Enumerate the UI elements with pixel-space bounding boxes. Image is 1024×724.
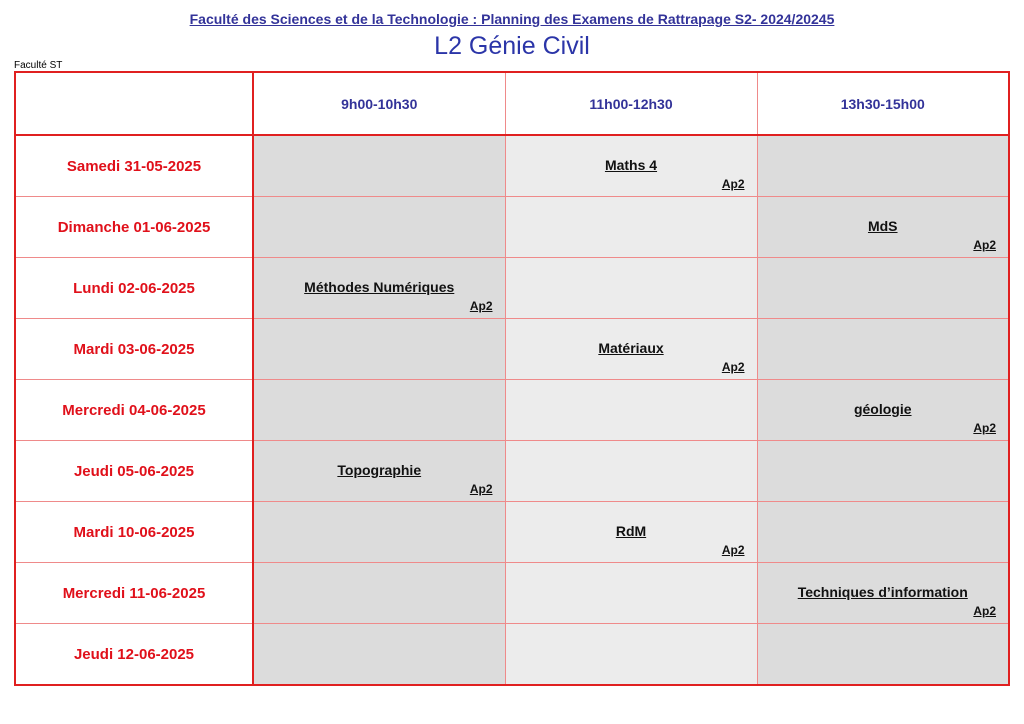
exam-schedule-table xyxy=(14,71,1010,686)
day-cell: Jeudi 05-06-2025 xyxy=(15,441,253,502)
exam-room: Ap2 xyxy=(973,421,996,435)
exam-slot-cell xyxy=(757,319,1009,380)
table-row xyxy=(15,197,1009,258)
table-row xyxy=(15,258,1009,319)
day-cell: Dimanche 01-06-2025 xyxy=(15,197,253,258)
exam-slot-cell xyxy=(505,135,757,197)
exam-slot-cell xyxy=(505,441,757,502)
time-slot-header: 13h30-15h00 xyxy=(757,72,1009,135)
table-row xyxy=(15,319,1009,380)
table-row xyxy=(15,441,1009,502)
time-slot-header: 9h00-10h30 xyxy=(253,72,505,135)
exam-slot-cell xyxy=(253,319,505,380)
page-subtitle: L2 Génie Civil xyxy=(434,32,590,60)
exam-subject: Matériaux xyxy=(598,340,664,356)
corner-cell xyxy=(15,72,253,135)
exam-slot-cell xyxy=(757,502,1009,563)
table-row xyxy=(15,135,1009,197)
exam-slot-cell xyxy=(505,563,757,624)
exam-slot-cell xyxy=(253,624,505,686)
exam-slot-cell xyxy=(757,135,1009,197)
exam-slot-cell xyxy=(757,197,1009,258)
time-slot-header: 11h00-12h30 xyxy=(505,72,757,135)
header-row xyxy=(15,72,1009,135)
exam-slot-cell xyxy=(757,258,1009,319)
exam-slot-cell xyxy=(505,319,757,380)
exam-subject: géologie xyxy=(853,401,912,417)
table-row xyxy=(15,502,1009,563)
exam-room: Ap2 xyxy=(721,543,745,557)
exam-slot-cell xyxy=(253,563,505,624)
exam-slot-cell xyxy=(253,135,505,197)
exam-slot-cell xyxy=(253,441,505,502)
exam-subject: RdM xyxy=(615,523,647,539)
exam-room: Ap2 xyxy=(973,238,996,252)
exam-room: Ap2 xyxy=(469,482,493,496)
exam-slot-cell xyxy=(253,380,505,441)
table-row xyxy=(15,563,1009,624)
exam-room: Ap2 xyxy=(721,177,745,191)
page-title: Faculté des Sciences et de la Technologie : Planning des Examens de Rattrapage S2- 2024/20245 xyxy=(189,11,835,27)
exam-slot-cell xyxy=(253,197,505,258)
exam-subject: Techniques d’information xyxy=(797,584,968,600)
exam-slot-cell xyxy=(757,563,1009,624)
table-row xyxy=(15,380,1009,441)
exam-slot-cell xyxy=(505,258,757,319)
table-row xyxy=(15,624,1009,686)
day-cell: Mercredi 11-06-2025 xyxy=(15,563,253,624)
exam-slot-cell xyxy=(505,380,757,441)
exam-room: Ap2 xyxy=(469,299,493,313)
exam-subject: Topographie xyxy=(337,462,422,478)
exam-subject: MdS xyxy=(867,218,898,234)
faculty-label: Faculté ST xyxy=(14,60,63,71)
exam-slot-cell xyxy=(757,624,1009,686)
day-cell: Samedi 31-05-2025 xyxy=(15,135,253,197)
exam-slot-cell xyxy=(253,258,505,319)
day-cell: Mardi 10-06-2025 xyxy=(15,502,253,563)
exam-slot-cell xyxy=(505,624,757,686)
exam-subject: Méthodes Numériques xyxy=(304,279,455,295)
exam-room: Ap2 xyxy=(721,360,745,374)
exam-slot-cell xyxy=(757,380,1009,441)
exam-slot-cell xyxy=(505,502,757,563)
exam-slot-cell xyxy=(757,441,1009,502)
exam-room: Ap2 xyxy=(973,604,996,618)
exam-slot-cell xyxy=(505,197,757,258)
schedule-body xyxy=(15,135,1009,685)
day-cell: Jeudi 12-06-2025 xyxy=(15,624,253,686)
day-cell: Mardi 03-06-2025 xyxy=(15,319,253,380)
day-cell: Mercredi 04-06-2025 xyxy=(15,380,253,441)
exam-slot-cell xyxy=(253,502,505,563)
day-cell: Lundi 02-06-2025 xyxy=(15,258,253,319)
exam-subject: Maths 4 xyxy=(604,157,658,173)
